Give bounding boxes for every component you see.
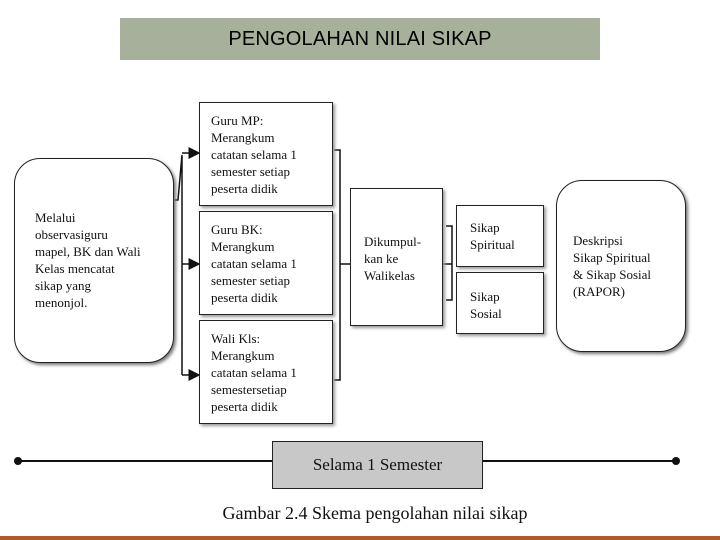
guru-bk-box: [199, 211, 333, 315]
guru-bk-text: Guru BK: Merangkum catatan selama 1 semester setiap peserta didik: [211, 222, 297, 305]
left-bracket: [175, 155, 182, 375]
result-box: [556, 180, 686, 352]
sikap-spiritual-text: Sikap Spiritual: [470, 220, 515, 252]
sikap-sosial-box: [456, 272, 544, 334]
timeline-label-box: [272, 441, 483, 489]
sikap-bracket: [446, 226, 452, 300]
guru-mp-box: [199, 102, 333, 206]
slide-title: PENGOLAHAN NILAI SIKAP: [228, 27, 492, 50]
result-box-text: Deskripsi Sikap Spiritual & Sikap Sosial (RAPOR): [573, 233, 652, 299]
collect-box-text: Dikumpul- kan ke Walikelas: [364, 234, 422, 283]
timeline-right-dot: [672, 457, 680, 465]
figure-caption: Gambar 2.4 Skema pengolahan nilai sikap: [222, 503, 528, 523]
sikap-sosial-text: Sikap Sosial: [470, 289, 502, 321]
guru-mp-text: Guru MP: Merangkum catatan selama 1 semester setiap peserta didik: [211, 113, 297, 196]
source-box: [14, 158, 174, 363]
sikap-spiritual-box: [456, 205, 544, 267]
right-bracket: [334, 150, 340, 380]
wali-kls-text: Wali Kls: Merangkum catatan selama 1 semestersetiap peserta didik: [211, 331, 297, 414]
wali-kls-box: [199, 320, 333, 424]
source-box-text: Melalui observasiguru mapel, BK dan Wali Kelas mencatat sikap yang menonjol.: [35, 210, 141, 310]
timeline-label: Selama 1 Semester: [312, 455, 443, 474]
collect-box: [350, 188, 443, 326]
timeline-left-dot: [14, 457, 22, 465]
bottom-rule: [0, 536, 720, 540]
